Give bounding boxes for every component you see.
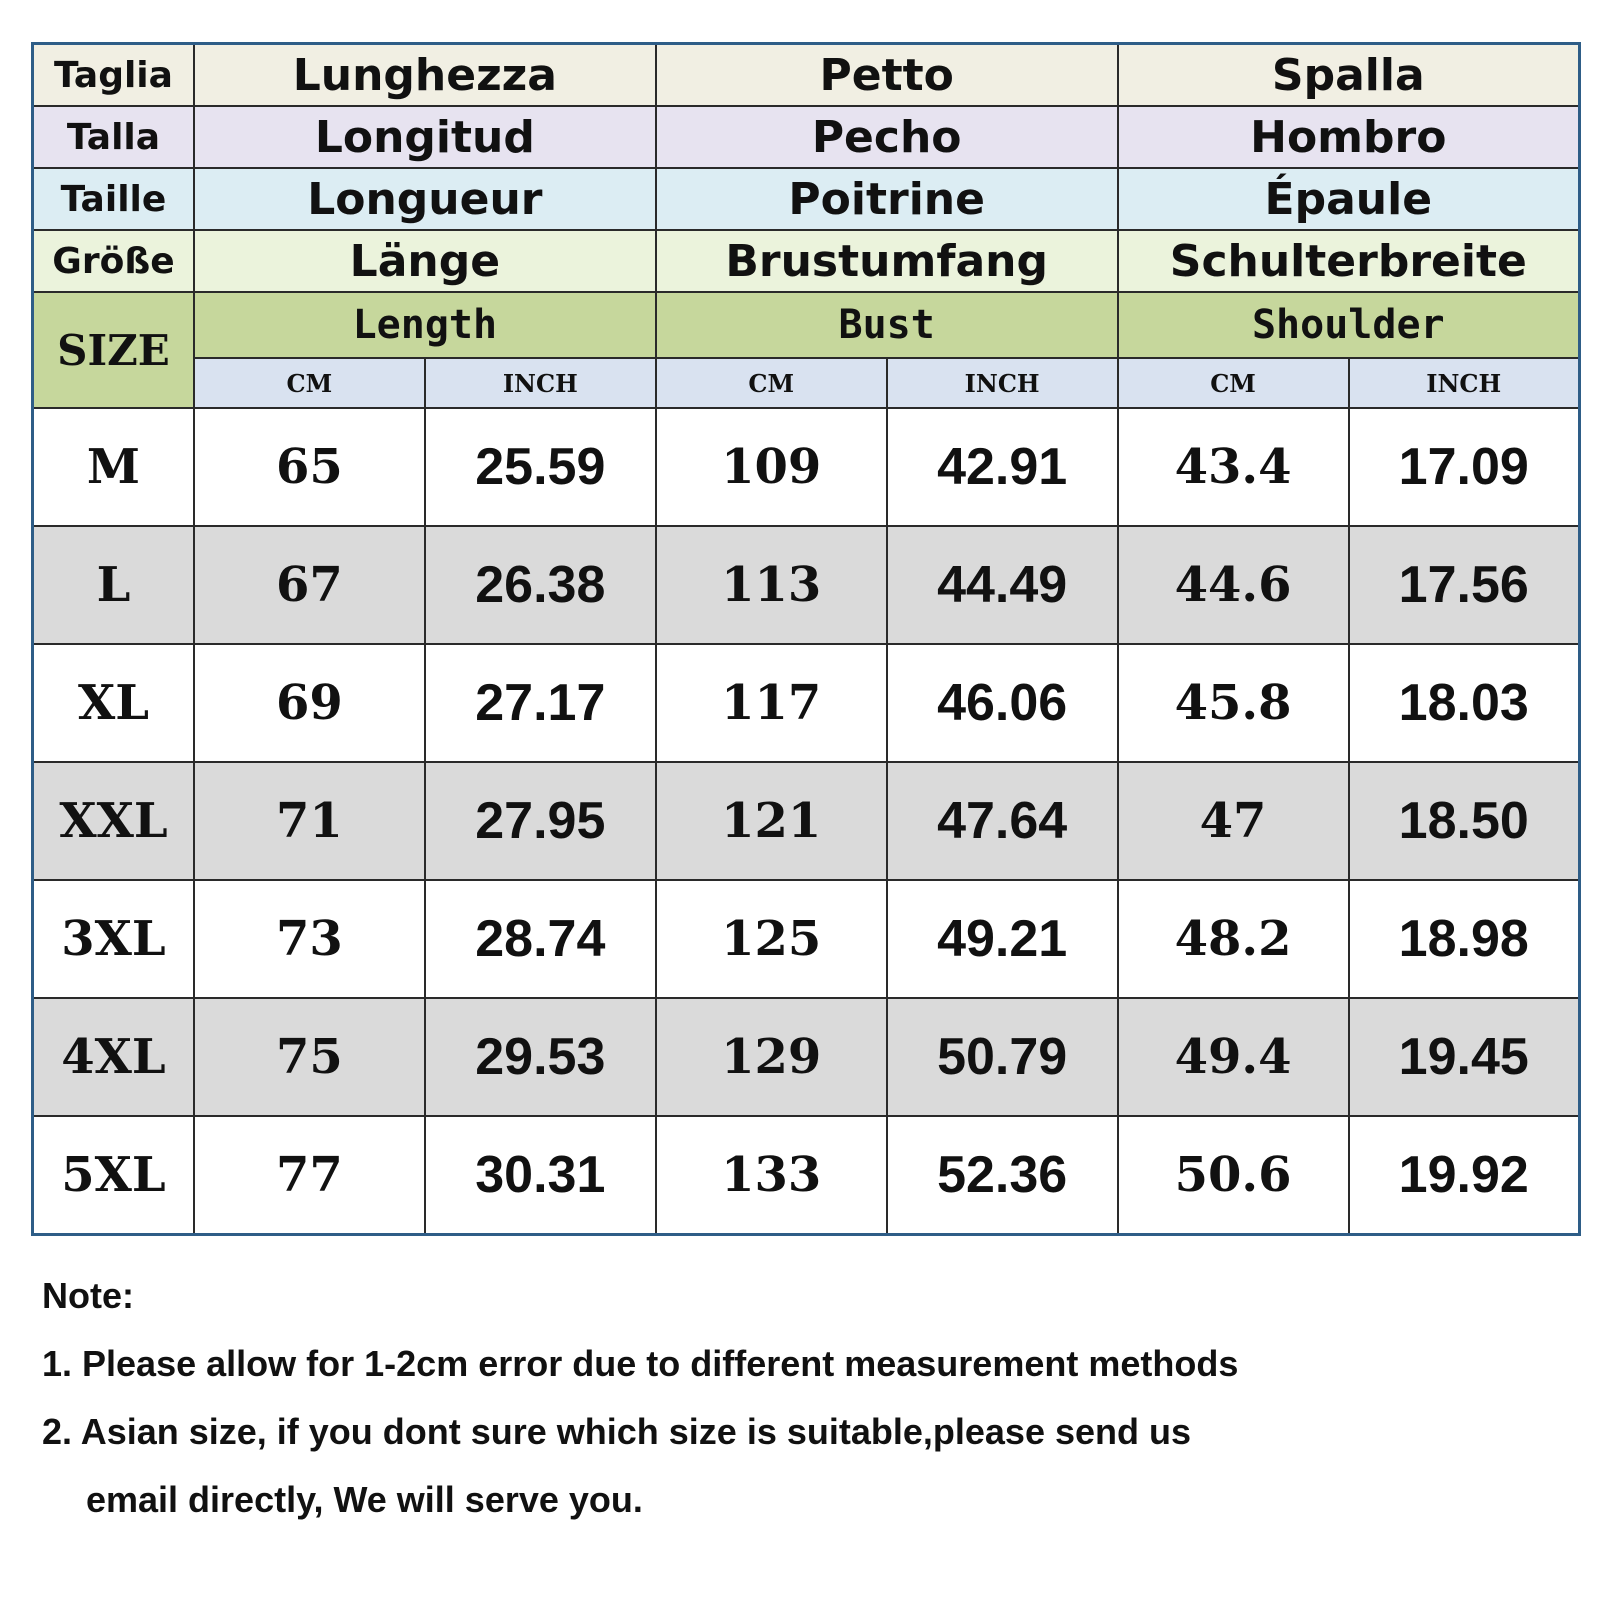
shoulder-label-italian: Spalla: [1118, 44, 1580, 107]
bust-label-german: Brustumfang: [656, 230, 1118, 292]
length-cm-cell: 69: [194, 644, 425, 762]
size-chart-table: [31, 42, 1581, 1236]
length-inch-cell: 28.74: [425, 880, 656, 998]
length-label-italian: Lunghezza: [194, 44, 656, 107]
table-row: [33, 526, 1580, 644]
bust-inch-cell: 49.21: [887, 880, 1118, 998]
header-row-german: [33, 230, 1580, 292]
shoulder-cm-cell: 43.4: [1118, 408, 1349, 526]
length-label-spanish: Longitud: [194, 106, 656, 168]
length-column-header: Length: [194, 292, 656, 358]
bust-cm-cell: 121: [656, 762, 887, 880]
bust-inch-cell: 50.79: [887, 998, 1118, 1116]
notes-section: [42, 1262, 1562, 1534]
shoulder-label-spanish: Hombro: [1118, 106, 1580, 168]
shoulder-inch-cell: 17.56: [1349, 526, 1580, 644]
bust-inch-cell: 42.91: [887, 408, 1118, 526]
length-inch-cell: 25.59: [425, 408, 656, 526]
bust-inch-unit: INCH: [887, 358, 1118, 408]
shoulder-cm-cell: 49.4: [1118, 998, 1349, 1116]
bust-label-italian: Petto: [656, 44, 1118, 107]
table-row: [33, 644, 1580, 762]
bust-cm-cell: 125: [656, 880, 887, 998]
size-cell: M: [33, 408, 194, 526]
shoulder-cm-cell: 45.8: [1118, 644, 1349, 762]
shoulder-inch-cell: 19.45: [1349, 998, 1580, 1116]
bust-cm-cell: 113: [656, 526, 887, 644]
shoulder-inch-unit: INCH: [1349, 358, 1580, 408]
length-cm-cell: 77: [194, 1116, 425, 1235]
length-cm-cell: 67: [194, 526, 425, 644]
shoulder-cm-cell: 47: [1118, 762, 1349, 880]
length-cm-unit: CM: [194, 358, 425, 408]
size-cell: XXL: [33, 762, 194, 880]
shoulder-label-french: Épaule: [1118, 168, 1580, 230]
size-cell: 4XL: [33, 998, 194, 1116]
length-label-german: Länge: [194, 230, 656, 292]
size-label-french: Taille: [33, 168, 194, 230]
shoulder-inch-cell: 18.03: [1349, 644, 1580, 762]
shoulder-cm-cell: 48.2: [1118, 880, 1349, 998]
size-label-german: Größe: [33, 230, 194, 292]
header-row-italian: [33, 44, 1580, 107]
table-row: [33, 408, 1580, 526]
length-cm-cell: 65: [194, 408, 425, 526]
shoulder-cm-cell: 44.6: [1118, 526, 1349, 644]
header-row-french: [33, 168, 1580, 230]
shoulder-cm-cell: 50.6: [1118, 1116, 1349, 1235]
bust-label-spanish: Pecho: [656, 106, 1118, 168]
bust-label-french: Poitrine: [656, 168, 1118, 230]
length-label-french: Longueur: [194, 168, 656, 230]
bust-cm-cell: 133: [656, 1116, 887, 1235]
unit-header-row: [33, 358, 1580, 408]
table-row: [33, 1116, 1580, 1235]
size-label-italian: Taglia: [33, 44, 194, 107]
bust-cm-cell: 117: [656, 644, 887, 762]
bust-inch-cell: 47.64: [887, 762, 1118, 880]
length-cm-cell: 73: [194, 880, 425, 998]
table-row: [33, 998, 1580, 1116]
shoulder-inch-cell: 18.98: [1349, 880, 1580, 998]
bust-inch-cell: 52.36: [887, 1116, 1118, 1235]
shoulder-inch-cell: 17.09: [1349, 408, 1580, 526]
length-inch-cell: 26.38: [425, 526, 656, 644]
length-cm-cell: 75: [194, 998, 425, 1116]
length-cm-cell: 71: [194, 762, 425, 880]
length-inch-cell: 27.95: [425, 762, 656, 880]
bust-cm-unit: CM: [656, 358, 887, 408]
size-cell: XL: [33, 644, 194, 762]
length-inch-unit: INCH: [425, 358, 656, 408]
table-row: [33, 762, 1580, 880]
size-cell: L: [33, 526, 194, 644]
size-label-spanish: Talla: [33, 106, 194, 168]
bust-inch-cell: 44.49: [887, 526, 1118, 644]
shoulder-inch-cell: 18.50: [1349, 762, 1580, 880]
length-inch-cell: 27.17: [425, 644, 656, 762]
shoulder-column-header: Shoulder: [1118, 292, 1580, 358]
length-inch-cell: 30.31: [425, 1116, 656, 1235]
header-row-spanish: [33, 106, 1580, 168]
bust-cm-cell: 129: [656, 998, 887, 1116]
bust-column-header: Bust: [656, 292, 1118, 358]
note-line-1: 1. Please allow for 1-2cm error due to different measurement methods: [42, 1343, 1239, 1384]
notes-title: Note:: [42, 1275, 134, 1316]
size-column-header: SIZE: [33, 292, 194, 408]
header-row-english: [33, 292, 1580, 358]
size-cell: 3XL: [33, 880, 194, 998]
bust-cm-cell: 109: [656, 408, 887, 526]
length-inch-cell: 29.53: [425, 998, 656, 1116]
table-row: [33, 880, 1580, 998]
shoulder-inch-cell: 19.92: [1349, 1116, 1580, 1235]
note-line-3: email directly, We will serve you.: [86, 1479, 643, 1520]
shoulder-cm-unit: CM: [1118, 358, 1349, 408]
size-cell: 5XL: [33, 1116, 194, 1235]
bust-inch-cell: 46.06: [887, 644, 1118, 762]
note-line-2: 2. Asian size, if you dont sure which size is suitable,please send us: [42, 1411, 1192, 1452]
shoulder-label-german: Schulterbreite: [1118, 230, 1580, 292]
